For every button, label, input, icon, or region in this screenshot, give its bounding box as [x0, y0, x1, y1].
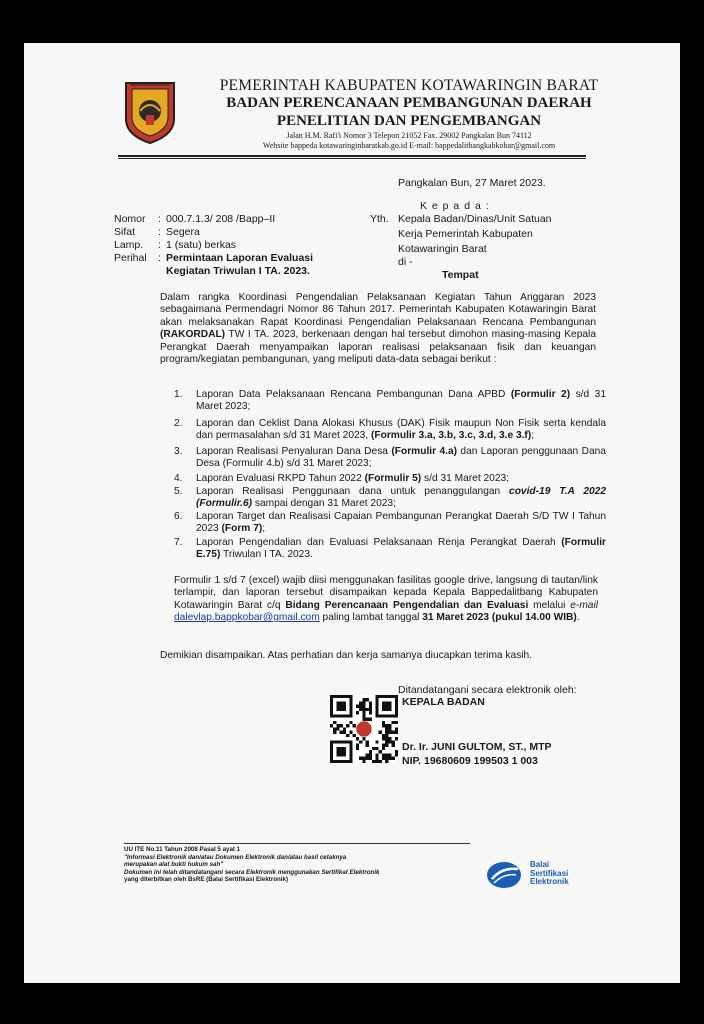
- date-line: Pangkalan Bun, 27 Maret 2023.: [398, 177, 546, 189]
- recipient-line: Kerja Pemerintah Kabupaten: [398, 228, 533, 240]
- list-text: Laporan Target dan Realisasi Capaian Pembangunan Perangkat Daerah S/D TW I Tahun 2023: [196, 511, 606, 535]
- header-website: Website bappeda kotawaringinbaratkab.go.id E-mail: bappedalitbangkabkobar@gmail.com: [262, 141, 556, 150]
- report-list: [174, 389, 606, 589]
- recipient-tempat: Tempat: [442, 269, 479, 281]
- list-text: Laporan Realisasi Penggunaan dana untuk penanggulangan: [196, 486, 510, 497]
- footer-rule: [124, 843, 470, 844]
- meta-value: Permintaan Laporan Evaluasi: [166, 252, 314, 264]
- intro-text-2: TW I TA. 2023, berkenaan dengan hal tersebut dimohon masing-masing Kepala Perangkat Daerah menyampaikan laporan realisasi pelaksanaan fisik dan keuangan program/kegiatan pembangunan, yang meliputi data-data sebagai berikut :: [160, 329, 596, 366]
- closing-text-3: paling lambat tanggal: [319, 612, 423, 624]
- meta-value: Segera: [166, 226, 200, 238]
- header-government: PEMERINTAH KABUPATEN KOTAWARINGIN BARAT: [219, 77, 599, 94]
- list-text: Laporan Evaluasi RKPD Tahun 2022: [196, 473, 365, 484]
- meta-label: Lamp.: [114, 239, 144, 251]
- list-number: 2.: [174, 418, 183, 429]
- header-address: Jalan H.M. Rafi'i Nomor 3 Telepon 21052 Fax. 29002 Pangkalan Bun 74112: [286, 131, 532, 140]
- closing-text-end: .: [576, 612, 580, 624]
- closing-deadline: 31 Maret 2023 (pukul 14.00 WIB): [422, 612, 577, 624]
- meta-row-perihal: Perihal : Permintaan Laporan Evaluasi Kegiatan Triwulan I TA. 2023.: [114, 252, 314, 277]
- meta-row-lampiran: Lamp. : 1 (satu) berkas: [114, 239, 237, 251]
- list-form: (Formulir 4.a): [391, 446, 458, 457]
- bsre-logo-icon: [486, 861, 524, 889]
- regency-emblem-icon: [122, 79, 178, 145]
- list-number: 1.: [174, 389, 183, 400]
- meta-row-nomor: Nomor : 000.7.1.3/ 208 /Bapp–II: [114, 213, 276, 225]
- meta-block: [114, 213, 354, 278]
- signatory-name: Dr. Ir. JUNI GULTOM, ST., MTP: [402, 741, 552, 753]
- signatory-nip: NIP. 19680609 199503 1 003: [402, 755, 538, 767]
- list-number: 3.: [174, 446, 183, 457]
- footer-note: yang diterbitkan oleh BsRE (Balai Sertifikasi Elektronik): [124, 876, 289, 884]
- intro-paragraph: [160, 292, 596, 366]
- list-form: covid-19 T.A 2022 (Formulir.6): [196, 486, 606, 510]
- list-text-end: sampai dengan 31 Maret 2023;: [252, 498, 396, 510]
- list-text: Laporan dan Ceklist Dana Alokasi Khusus (DAK) Fisik maupun Non Fisik serta kendala dan permasalahan s/d 31 Maret 2023,: [196, 418, 606, 442]
- recipient-yth: Yth.: [370, 213, 389, 225]
- list-text: Laporan Data Pelaksanaan Rencana Pembangunan Dana APBD: [196, 389, 511, 400]
- list-form: (Formulir 5): [364, 473, 422, 484]
- list-number: 4.: [174, 473, 183, 484]
- report-email-link[interactable]: dalevlap.bappkobar@gmail.com: [174, 612, 320, 624]
- closing-text-2: melalui: [528, 599, 571, 611]
- meta-label: Sifat: [114, 226, 136, 238]
- list-number: 6.: [174, 511, 183, 522]
- recipient-line: Kepala Badan/Dinas/Unit Satuan: [398, 213, 552, 225]
- list-text-end: dan Laporan penggunaan Dana Desa (Formulir 4.b) s/d 31 Maret 2023;: [196, 446, 606, 470]
- qr-code-icon: [330, 695, 398, 763]
- list-text: Laporan Pengendalian dan Evaluasi Pelaksanaan Renja Perangkat Daerah: [196, 537, 562, 548]
- footer-quote: "Informasi Elektronik dan/atau Dokumen Elektronik dan/atau hasil cetaknya: [124, 853, 347, 861]
- list-number: 7.: [174, 537, 183, 548]
- recipient-kepada: K e p a d a :: [420, 200, 490, 212]
- closing-paragraph: [174, 575, 598, 625]
- intro-text: Dalam rangka Koordinasi Pengendalian Pelaksanaan Kegiatan Tahun Anggaran 2023 sebagaimana Permendagri Nomor 86 Tahun 2017. Pemerintah Kabupaten Kotawaringin Barat akan melaksanakan Rapat Koordinasi Pengendalian Pelaksanaan Rencana Pembangunan: [160, 292, 596, 328]
- meta-value: 000.7.1.3/ 208 /Bapp–II: [166, 213, 276, 225]
- list-form: (Formulir E.75): [196, 537, 606, 561]
- bsre-line: Elektronik: [530, 877, 569, 887]
- footer-legal: [124, 846, 484, 884]
- meta-label: Nomor: [114, 213, 146, 225]
- recipient-di: di -: [398, 256, 413, 268]
- recipient-line: Kotawaringin Barat: [398, 243, 487, 255]
- list-form: (Formulir 3.a, 3.b, 3.c, 3.d, 3.e 3.f): [371, 430, 532, 442]
- bsre-wordmark: [530, 861, 569, 887]
- list-text-end: ;: [262, 523, 266, 535]
- letter-page: [24, 43, 680, 983]
- signature-title: KEPALA BADAN: [402, 696, 485, 708]
- list-form: (Formulir 2): [510, 389, 571, 400]
- meta-value: 1 (satu) berkas: [166, 239, 237, 251]
- list-text-end: s/d 31 Maret 2023;: [421, 473, 509, 484]
- list-form: (Form 7): [221, 523, 263, 535]
- intro-rakordal: (RAKORDAL): [160, 329, 226, 341]
- header-agency: BADAN PERENCANAAN PEMBANGUNAN DAERAH: [226, 95, 592, 111]
- bsre-line: Sertifikasi: [530, 868, 569, 878]
- bsre-line: Balai: [530, 860, 550, 869]
- meta-row-sifat: Sifat : Segera: [114, 226, 200, 238]
- header-rule: [118, 155, 586, 157]
- closing-text: Formulir 1 s/d 7 (excel) wajib diisi menggunakan fasilitas google drive, langsung di tautan/link terlampir, dan laporan tersebut disampaikan kepada Kepala Bappedalitbang Kabupaten Kotawaringin Barat c/q: [174, 575, 598, 611]
- footer-quote: merupakan alat bukti hukum sah": [124, 861, 224, 869]
- closing-bidang: Bidang Perencanaan Pengendalian dan Evaluasi: [285, 599, 529, 611]
- footer-law: UU ITE No.11 Tahun 2008 Pasal 5 ayat 1: [124, 846, 241, 853]
- signed-electronically-text: Ditandatangani secara elektronik oleh:: [398, 684, 577, 696]
- list-number: 5.: [174, 486, 183, 497]
- header-rule-thin: [118, 158, 586, 159]
- closing-email-label: e-mail: [570, 599, 599, 611]
- meta-label: Perihal: [114, 252, 147, 264]
- meta-value-line2: Kegiatan Triwulan I TA. 2023.: [166, 265, 310, 277]
- list-text-end: ;: [531, 430, 535, 442]
- header-division: PENELITIAN DAN PENGEMBANGAN: [276, 113, 542, 129]
- footer-note: Dokumen ini telah ditandatangani secara Elektronik menggunakan Sertifikat Elektronik: [124, 868, 380, 876]
- closing-thanks: Demikian disampaikan. Atas perhatian dan kerja samanya diucapkan terima kasih.: [160, 650, 533, 661]
- list-text: Laporan Realisasi Penyaluran Dana Desa: [196, 446, 392, 457]
- recipient-block: [398, 213, 598, 282]
- list-text-end: Triwulan I TA. 2023.: [220, 549, 313, 561]
- list-text-end: s/d 31 Maret 2023;: [196, 389, 606, 413]
